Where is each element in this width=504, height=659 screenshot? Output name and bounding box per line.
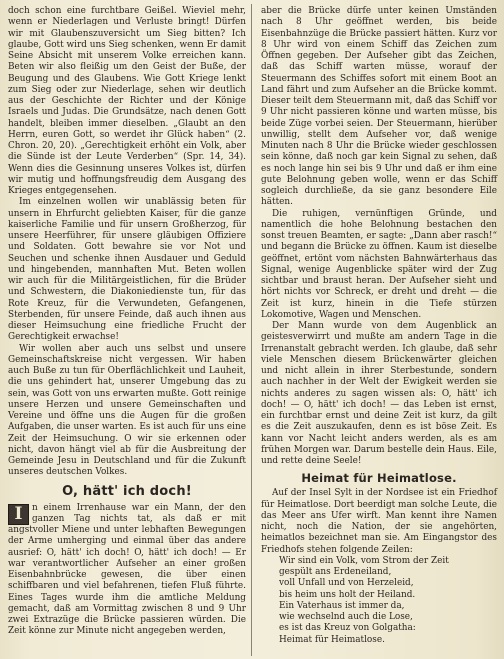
- poem-line: es ist das Kreuz von Golgatha:: [279, 623, 416, 634]
- poem-line: voll Unfall und von Herzeleid,: [279, 578, 414, 589]
- article-body: [8, 503, 246, 638]
- article-paragraph: Im einzelnen wollen wir unablässig beten für unsern in Ehrfurcht geliebten Kaiser, für die ganze kaiserliche Familie und für unsern Großherzog, für unsere Heerführer, für unsere gläubigen Offiziere und Soldaten. Gott bewahre sie vor Not und Seuchen und schenke ihnen Ausdauer und Geduld und hingebenden, mannhaften Mut. Beten wollen wir auch für die Militärgeistlichen, für die Brüder und Schwestern, die Diakoniedienste tun, für das Rote Kreuz, für die Verwundeten, Gefangenen, Sterbenden, für unsere Feinde, daß auch ihnen aus dieser Heimsuchung eine friedliche Frucht der Gerechtigkeit erwachse!: [8, 197, 246, 343]
- article-paragraph: aber die Brücke dürfe unter keinen Umständen nach 8 Uhr geöffnet werden, bis beide Eisenbahnzüge die Brücke passiert hätten. Kurz vor 8 Uhr wird von einem Schiff das Zeichen zum Öffnen gegeben. Der Aufseher gibt das Zeichen, daß das Schiff warten müsse, worauf der Steuermann des Schiffes sofort mit einem Boot an Land fährt und zum Aufseher an die Brücke kommt. Dieser teilt dem Steuermann mit, daß das Schiff vor 9 Uhr nicht passieren könne und warten müsse, bis beide Züge vorbei seien. Der Steuermann, hierüber unwillig, stellt dem Aufseher vor, daß wenige Minuten nach 8 Uhr die Brücke wieder geschlossen sein könne, daß noch gar kein Signal zu sehen, daß es noch lange hin sei bis 9 Uhr und daß er ihm eine gute Belohnung geben wolle, wenn er das Schiff sogleich durchließe, da sie ganz besondere Eile hätten.: [261, 6, 497, 208]
- poem-line: Heimat für Heimatlose.: [279, 634, 385, 645]
- poem-line: Ein Vaterhaus ist immer da,: [279, 600, 405, 611]
- column-divider: [251, 4, 252, 656]
- article-title: O, hätt' ich doch!: [62, 483, 192, 499]
- article-paragraph: Der Mann wurde von dem Augenblick an geistesverwirrt und mußte am andern Tage in die Irrenanstalt gebracht werden. Ich glaube, daß sehr viele Menschen diesem Brückenwärter gleichen und nicht allein in ihrer Sterbestunde, sondern auch nachher in der Welt der Ewigkeit werden sie nichts anderes zu sagen wissen als: O, hätt' ich doch! — O, hätt' ich doch! — das Leben ist ernst, ein furchtbar ernst und deine Zeit ist kurz, da gilt es die Zeit auszukaufen, denn es ist böse Zeit. Es kann vor Nacht leicht anders werden, als es am frühen Morgen war. Darum bestelle dein Haus. Eile, und rette deine Seele!: [261, 321, 497, 466]
- left-column: [8, 6, 246, 638]
- article-paragraph: Die ruhigen, vernünftigen Gründe, und namentlich die hohe Belohnung bestachen den sonst treuen Beamten, er sagte: „Dann aber rasch!“ und begann die Brücke zu öffnen. Kaum ist dieselbe geöffnet, ertönt vom nächsten Bahnwärterhaus das Signal, wenige Augenblicke später wird der Zug sichtbar und braust heran. Der Aufseher sieht und hört nichts vor Schreck, er dreht und dreht — die Zeit ist kurz, hinein in die Tiefe stürzen Lokomotive, Wagen und Menschen.: [261, 208, 497, 320]
- drop-cap: I: [8, 504, 29, 525]
- poem-line: Wir sind ein Volk, vom Strom der Zeit: [279, 555, 449, 566]
- poem-intro: Auf der Insel Sylt in der Nordsee ist ein Friedhof für Heimatlose. Dort beerdigt man solche Leute, die das Meer ans Ufer wirft. Man kennt ihre Namen nicht, noch die Nation, der sie angehörten, heimatlos bezeichnet man sie. Am Eingangstor des Friedhofs stehen folgende Zeilen:: [261, 488, 497, 555]
- right-column: [261, 6, 497, 646]
- article-paragraph: n einem Irrenhause war ein Mann, der den ganzen Tag nichts tat, als daß er mit angstvoller Miene und unter lebhaften Bewegungen der Arme umherging und einmal über das andere ausrief: O, hätt' ich doch! O, hätt' ich doch! — Er war verantwortlicher Aufseher an einer großen Eisenbahnbrücke gewesen, die über einen schiffbaren und viel befahrenen, tiefen Fluß führte. Eines Tages wurde ihm die amtliche Meldung gemacht, daß am Vormittag zwischen 8 und 9 Uhr zwei Extrazüge die Brücke passieren würden. Die Zeit könne zur Minute nicht angegeben werden,: [8, 502, 246, 637]
- poem-line: gespült ans Erdeneiland,: [279, 567, 392, 577]
- poem-line: bis heim uns holt der Heiland.: [279, 589, 416, 600]
- article-paragraph: Wir wollen aber auch uns selbst und unsere Gemeinschaftskreise nicht vergessen. Wir haben auch Buße zu tun für Oberflächlichkeit und Lauheit, die uns gehindert hat, unserer Umgebung das zu sein, was Gott von uns erwarten mußte. Gott reinige unsere Herzen und unsere Gemeinschaften und Vereine und öffne uns die Augen für die großen Aufgaben, die unser warten. Es ist auch für uns eine Zeit der Heimsuchung. O wir sie erkennen oder nicht, davon hängt viel ab für die Ausbreitung der Gemeinde Jesu in Deutschland und für die Zukunft unseres deutschen Volkes.: [8, 343, 246, 478]
- poem-line: wie wechselnd auch die Lose,: [279, 612, 413, 622]
- poem: [261, 556, 497, 646]
- article-paragraph: doch schon eine furchtbare Geißel. Wieviel mehr, wenn er Niederlagen und Verluste bringt! Dürfen wir mit Glaubenszuversicht um Sieg bitten? Ich glaube, Gott wird uns Sieg schenken, wenn Er damit Seine Absicht mit unserem Volke erreichen kann. Beten wir also fleißig um den Geist der Buße, der Beugung und des Glaubens. Wie Gott Kriege lenkt zum Sieg oder zur Niederlage, sehen wir deutlich aus der Geschichte der Richter und der Könige Israels und Judas. Die Grundsätze, nach denen Gott handelt, bleiben immer dieselben. „Glaubt an den Herrn, euren Gott, so werdet ihr Glück haben“ (2. Chron. 20, 20). „Gerechtigkeit erhöht ein Volk, aber die Sünde ist der Leute Verderben“ (Spr. 14, 34). Wenn dies die Gesinnung unseres Volkes ist, dürfen wir mutig und hoffnungsfreudig dem Ausgang des Krieges entgegensehen.: [8, 6, 246, 196]
- section-title: Heimat für Heimatlose.: [301, 471, 457, 486]
